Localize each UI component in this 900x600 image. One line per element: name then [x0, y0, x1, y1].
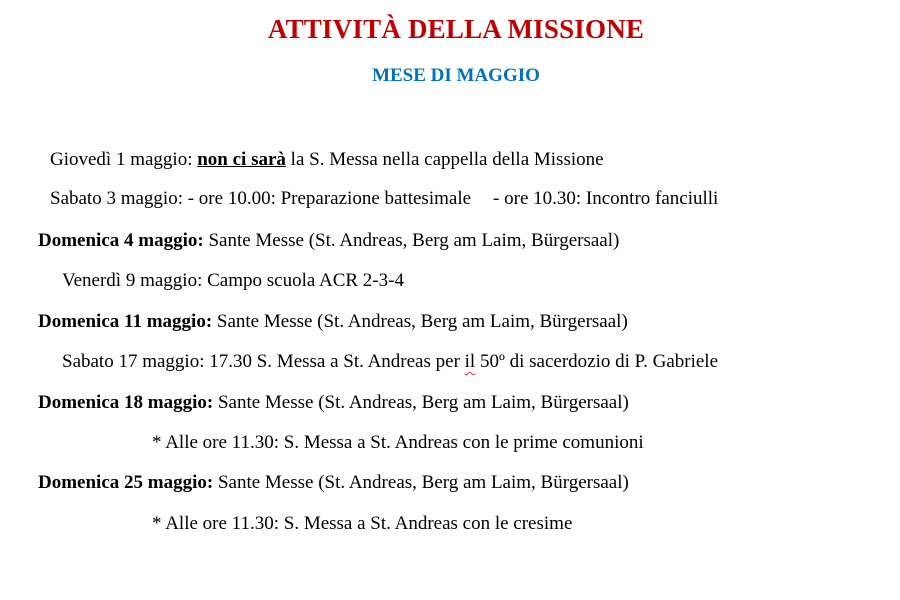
event-text: - ore 10.30: Incontro fanciulli: [493, 188, 719, 209]
event-text: Sabato 17 maggio: 17.30 S. Messa a St. Andreas per: [62, 351, 465, 372]
event-line-8: [152, 431, 644, 455]
event-line-4: [62, 269, 404, 293]
event-text: * Alle ore 11.30: S. Messa a St. Andreas con le cresime: [152, 513, 573, 534]
event-line-9: [38, 471, 629, 495]
event-date: Domenica 25 maggio:: [38, 472, 214, 493]
event-text: 50º di sacerdozio di P. Gabriele: [475, 351, 719, 372]
event-line-2: [50, 187, 718, 211]
event-line-3: [38, 229, 619, 253]
event-line-7: [38, 391, 629, 415]
event-line-1: [50, 148, 604, 172]
event-text: Giovedì 1 maggio:: [50, 149, 198, 170]
event-text: Venerdì 9 maggio: Campo scuola ACR 2-3-4: [62, 270, 404, 291]
event-text: Sante Messe (St. Andreas, Berg am Laim, Bürgersaal): [212, 311, 628, 332]
page-title: ATTIVITÀ DELLA MISSIONE: [267, 14, 645, 44]
event-date: Domenica 4 maggio:: [38, 230, 204, 251]
event-text: Sante Messe (St. Andreas, Berg am Laim, Bürgersaal): [213, 472, 629, 493]
event-text: Sante Messe (St. Andreas, Berg am Laim, Bürgersaal): [213, 392, 629, 413]
event-line-5: [38, 310, 628, 334]
spellcheck-marked-word: il: [464, 351, 476, 372]
event-line-10: [152, 512, 572, 536]
event-date: Domenica 18 maggio:: [38, 392, 214, 413]
event-text: Sante Messe (St. Andreas, Berg am Laim, Bürgersaal): [203, 230, 620, 251]
event-text: * Alle ore 11.30: S. Messa a St. Andreas con le prime comunioni: [152, 432, 644, 453]
page-subtitle: MESE DI MAGGIO: [372, 65, 540, 86]
event-line-6: [62, 350, 718, 374]
event-text: Sabato 3 maggio: - ore 10.00: Preparazione battesimale: [50, 188, 472, 209]
event-date: Domenica 11 maggio:: [38, 311, 213, 332]
emphasis-underlined: non ci sarà: [197, 149, 286, 170]
event-text: la S. Messa nella cappella della Missione: [285, 149, 604, 170]
